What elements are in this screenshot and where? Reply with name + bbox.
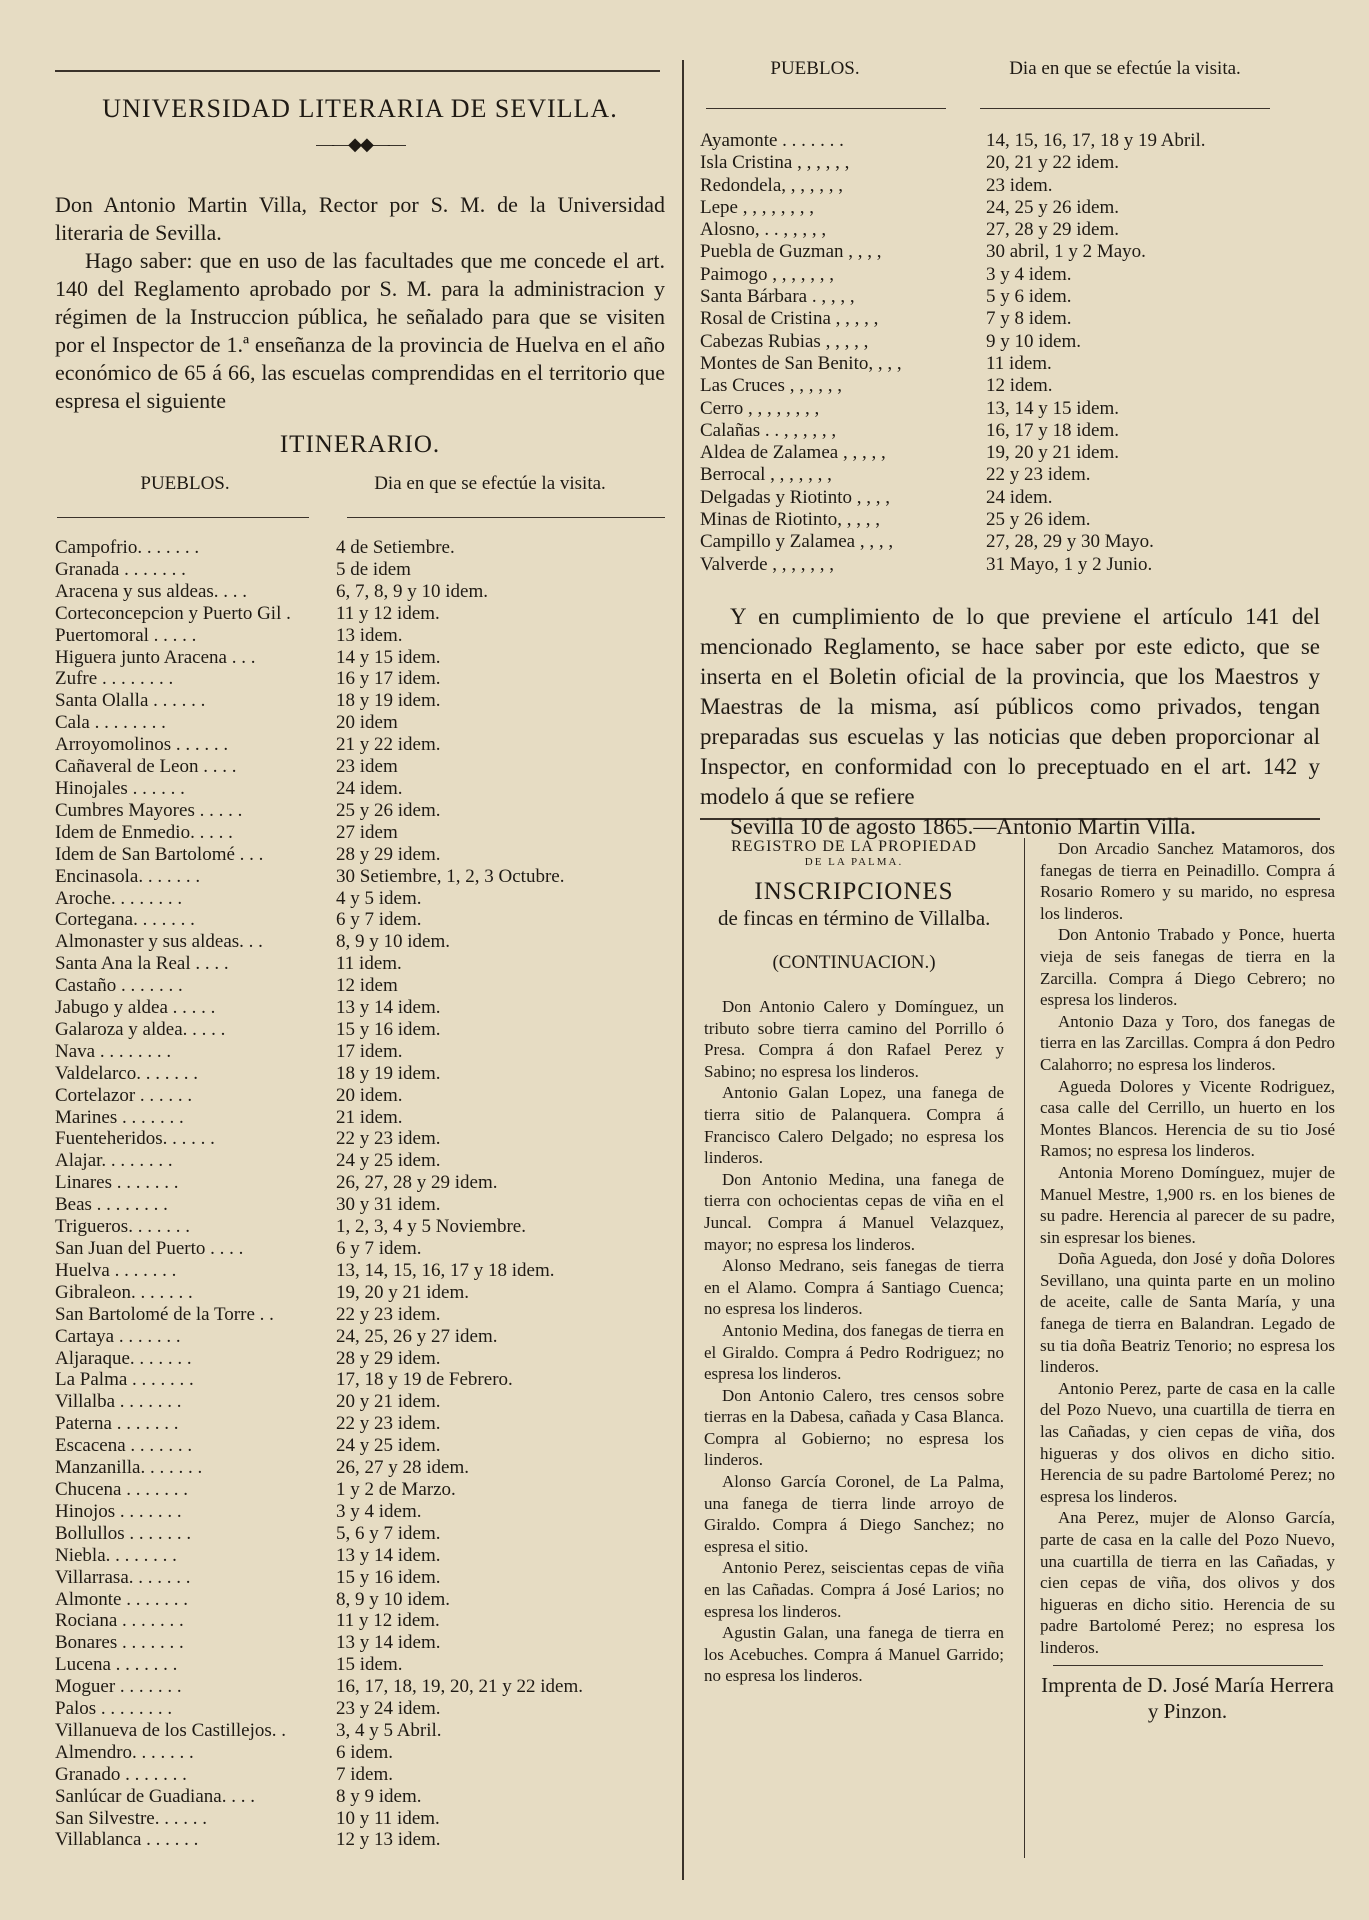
right-itinerary-table: [700, 130, 1206, 576]
town-name: Moguer . . . . . . .: [55, 1676, 182, 1698]
left-itinerary-table: [55, 537, 583, 1851]
itinerary-row: [55, 1238, 583, 1260]
visit-date: 26, 27, 28 y 29 idem.: [336, 1172, 498, 1194]
itinerary-row: [55, 822, 583, 844]
visit-date: 24 idem.: [986, 486, 1053, 508]
visit-date: 5 y 6 idem.: [986, 286, 1072, 308]
signature-line: Sevilla 10 de agosto 1865.—Antonio Martin Villa.: [730, 813, 1196, 839]
itinerary-row: [700, 398, 1206, 420]
visit-date: 27, 28, 29 y 30 Mayo.: [986, 531, 1154, 553]
continuacion-label: (CONTINUACION.): [772, 952, 936, 973]
itinerary-row: [55, 625, 583, 647]
itinerary-row: [55, 1501, 583, 1523]
visit-date: 13 y 14 idem.: [336, 997, 441, 1019]
itinerary-row: [55, 668, 583, 690]
itinerary-row: [700, 197, 1206, 219]
itinerary-row: [55, 537, 583, 559]
visit-date: 6 y 7 idem.: [336, 1238, 422, 1259]
registro-column-1: [704, 838, 1004, 1687]
town-name: Idem de Enmedio. . . . .: [55, 821, 233, 843]
town-name: Higuera junto Aracena . . .: [55, 646, 256, 668]
town-name: Almonte . . . . . . .: [55, 1588, 188, 1610]
town-name: Marines . . . . . . .: [55, 1106, 184, 1128]
itinerary-row: [55, 1282, 583, 1304]
visit-date: 11 y 12 idem.: [336, 1610, 440, 1632]
visit-date: 20, 21 y 22 idem.: [986, 152, 1119, 174]
visit-date: 15 idem.: [336, 1654, 403, 1676]
town-name: Aracena y sus aldeas. . . .: [55, 580, 248, 602]
visit-date: 9 y 10 idem.: [986, 330, 1081, 352]
itinerary-row: [700, 286, 1206, 308]
town-name: Las Cruces , , , , , ,: [700, 375, 842, 397]
itinerary-row: [55, 1808, 583, 1830]
visit-date: 7 idem.: [336, 1763, 393, 1785]
visit-date: 13 y 14 idem.: [336, 1632, 441, 1654]
town-name: Niebla. . . . . . . .: [55, 1544, 177, 1566]
town-name: Encinasola. . . . . . .: [55, 865, 201, 887]
visit-date: 13 idem.: [336, 624, 403, 646]
visit-date: 19, 20 y 21 idem.: [336, 1281, 469, 1303]
visit-date: 12 y 13 idem.: [336, 1829, 441, 1851]
ornament-rule: ——◆◆——: [316, 134, 404, 154]
registro-entry: Alonso García Coronel, de La Palma, una fanega de tierra linde arroyo de Giraldo. Compra á Diego Sanchez; no espresa el sitio.: [704, 1472, 1004, 1556]
town-name: Hinojos . . . . . . .: [55, 1500, 182, 1522]
itinerary-row: [55, 603, 583, 625]
itinerary-row: [55, 1216, 583, 1238]
itinerary-row: [55, 909, 583, 931]
itinerary-row: [55, 1172, 583, 1194]
town-name: Escacena . . . . . . .: [55, 1435, 193, 1457]
itinerary-row: [55, 1063, 583, 1085]
town-name: Calañas . . , , , , , ,: [700, 419, 837, 441]
town-name: Montes de San Benito, , , ,: [700, 352, 902, 374]
itinerary-row: [700, 420, 1206, 442]
itinerary-row: [55, 1567, 583, 1589]
visit-date: 15 y 16 idem.: [336, 1566, 441, 1588]
itinerary-row: [55, 1369, 583, 1391]
visit-date: 28 y 29 idem.: [336, 843, 441, 865]
town-name: Cortelazor . . . . . .: [55, 1084, 193, 1106]
visit-date: 26, 27 y 28 idem.: [336, 1457, 469, 1479]
itinerary-row: [700, 531, 1206, 553]
itinerary-row: [55, 1107, 583, 1129]
itinerary-row: [55, 1326, 583, 1348]
visit-date: 27, 28 y 29 idem.: [986, 219, 1119, 241]
town-name: Arroyomolinos . . . . . .: [55, 734, 229, 756]
visit-date: 30 y 31 idem.: [336, 1194, 441, 1216]
registro-entry: Don Antonio Trabado y Ponce, huerta vieja de seis fanegas de tierra en la Zarcilla. Compra á Diego Cebrero; no espresa los linderos.: [1040, 925, 1335, 1010]
visit-date: 18 y 19 idem.: [336, 1062, 441, 1084]
town-name: Paterna . . . . . . .: [55, 1413, 179, 1435]
visit-date: 14, 15, 16, 17, 18 y 19 Abril.: [986, 130, 1206, 151]
town-name: Cabezas Rubias , , , , ,: [700, 330, 869, 352]
visit-date: 24 y 25 idem.: [336, 1150, 441, 1172]
registro-entry: Don Antonio Calero, tres censos sobre tierras en la Dabesa, cañada y Casa Blanca. Compra al Gobierno; no espresa los linderos.: [704, 1385, 1004, 1470]
town-name: Almendro. . . . . . .: [55, 1741, 194, 1763]
itinerary-row: [55, 1610, 583, 1632]
visit-date: 17, 18 y 19 de Febrero.: [336, 1369, 513, 1391]
town-name: Almonaster y sus aldeas. . .: [55, 931, 263, 953]
registro-entry: Doña Agueda, don José y doña Dolores Sevillano, una quinta parte en un molino de aceite, calle de Santa María, y una fanega de tierra en Balandran. Legado de su tia doña Beatriz Tenorio; no espresa los linderos.: [1040, 1249, 1335, 1377]
itinerary-row: [55, 1085, 583, 1107]
itinerary-row: [700, 264, 1206, 286]
town-name: Palos . . . . . . . .: [55, 1698, 173, 1720]
itinerary-row: [55, 756, 583, 778]
registro-entry: Don Arcadio Sanchez Matamoros, dos fanegas de tierra en Peinadillo. Compra á Rosario Romero y su marido, no espresa los linderos.: [1040, 839, 1335, 923]
itinerary-row: [55, 1413, 583, 1435]
town-name: Berrocal , , , , , , ,: [700, 464, 832, 486]
visit-date: 1, 2, 3, 4 y 5 Noviembre.: [336, 1216, 526, 1238]
town-name: Cumbres Mayores . . . . .: [55, 799, 243, 821]
left-column-headers: [55, 473, 665, 495]
visit-date: 16, 17 y 18 idem.: [986, 419, 1119, 441]
visit-date: 14 y 15 idem.: [336, 646, 441, 668]
itinerary-row: [55, 559, 583, 581]
header-pueblos: PUEBLOS.: [140, 473, 230, 494]
visit-date: 20 idem.: [336, 1084, 403, 1106]
itinerary-row: [55, 888, 583, 910]
registro-entry: Don Antonio Calero y Domínguez, un tributo sobre tierra camino del Porrillo ó Presa. Compra á don Rafael Perez y Sabino; no espresa los linderos.: [704, 997, 1004, 1081]
town-name: Castaño . . . . . . .: [55, 975, 183, 997]
visit-date: 30 Setiembre, 1, 2, 3 Octubre.: [336, 865, 565, 887]
visit-date: 27 idem: [336, 821, 398, 843]
visit-date: 16 y 17 idem.: [336, 668, 441, 690]
itinerary-row: [700, 219, 1206, 241]
town-name: San Silvestre. . . . . .: [55, 1807, 207, 1829]
university-title: UNIVERSIDAD LITERARIA DE SEVILLA.: [102, 94, 618, 123]
town-name: Aljaraque. . . . . . .: [55, 1347, 192, 1369]
visit-date: 22 y 23 idem.: [336, 1413, 441, 1435]
visit-date: 3, 4 y 5 Abril.: [336, 1719, 442, 1741]
visit-date: 6 idem.: [336, 1741, 393, 1763]
visit-date: 10 y 11 idem.: [336, 1807, 440, 1829]
visit-date: 16, 17, 18, 19, 20, 21 y 22 idem.: [336, 1676, 583, 1698]
itinerary-row: [55, 1479, 583, 1501]
town-name: Granada . . . . . . .: [55, 558, 186, 580]
registro-subtitle: DE LA PALMA.: [804, 856, 904, 868]
visit-date: 3 y 4 idem.: [336, 1500, 422, 1522]
town-name: Beas . . . . . . . .: [55, 1194, 168, 1216]
town-name: Rociana . . . . . . .: [55, 1610, 184, 1632]
header-dia: Dia en que se efectúe la visita.: [374, 473, 606, 494]
itinerary-row: [55, 953, 583, 975]
registro-entry: Antonio Daza y Toro, dos fanegas de tierra en las Zarcillas. Compra á don Pedro Calahorro; no espresa los linderos.: [1040, 1011, 1335, 1074]
header-pueblos: PUEBLOS.: [770, 58, 860, 79]
town-name: Villalba . . . . . . .: [55, 1391, 182, 1413]
visit-date: 28 y 29 idem.: [336, 1347, 441, 1369]
visit-date: 15 y 16 idem.: [336, 1018, 441, 1040]
left-heading-rules: [55, 517, 665, 537]
town-name: Trigueros. . . . . . .: [55, 1216, 190, 1238]
town-name: Puebla de Guzman , , , ,: [700, 241, 882, 263]
visit-date: 13 y 14 idem.: [336, 1544, 441, 1566]
fincas-subheading: de fincas en término de Villalba.: [718, 906, 991, 930]
visit-date: 11 y 12 idem.: [336, 602, 440, 624]
visit-date: 24, 25, 26 y 27 idem.: [336, 1325, 498, 1347]
visit-date: 25 y 26 idem.: [336, 799, 441, 821]
town-name: Santa Bárbara . , , , ,: [700, 286, 855, 308]
visit-date: 20 idem: [336, 712, 398, 734]
visit-date: 30 abril, 1 y 2 Mayo.: [986, 241, 1146, 263]
town-name: Corteconcepcion y Puerto Gil .: [55, 602, 291, 624]
visit-date: 12 idem.: [986, 375, 1053, 397]
town-name: Aldea de Zalamea , , , , ,: [700, 442, 886, 464]
registro-entry: Agueda Dolores y Vicente Rodriguez, casa calle del Cerrillo, un huerto en los Montes Blancos. Herencia de su tio José Ramos; no espresa los linderos.: [1040, 1076, 1335, 1161]
itinerary-row: [55, 1654, 583, 1676]
itinerary-row: [55, 734, 583, 756]
column-divider: [682, 60, 684, 1880]
visit-date: 21 y 22 idem.: [336, 734, 441, 756]
visit-date: 1 y 2 de Marzo.: [336, 1478, 456, 1500]
itinerary-row: [55, 1632, 583, 1654]
itinerary-row: [55, 1150, 583, 1172]
itinerary-row: [55, 1194, 583, 1216]
itinerary-row: [55, 1041, 583, 1063]
left-column: [55, 64, 665, 1851]
visit-date: 12 idem: [336, 975, 398, 997]
visit-date: 8, 9 y 10 idem.: [336, 1588, 450, 1610]
town-name: Granado . . . . . . .: [55, 1763, 187, 1785]
town-name: Sanlúcar de Guadiana. . . .: [55, 1785, 255, 1807]
itinerary-row: [55, 1545, 583, 1567]
itinerary-row: [55, 1348, 583, 1370]
itinerary-row: [700, 175, 1206, 197]
itinerary-row: [700, 487, 1206, 509]
registro-divider: [1024, 838, 1025, 1858]
itinerary-row: [55, 1829, 583, 1851]
visit-date: 22 y 23 idem.: [336, 1303, 441, 1325]
town-name: Alajar. . . . . . . .: [55, 1150, 173, 1172]
visit-date: 11 idem.: [986, 352, 1052, 374]
itinerary-row: [700, 554, 1206, 576]
town-name: Huelva . . . . . . .: [55, 1259, 177, 1281]
town-name: La Palma . . . . . . .: [55, 1369, 194, 1391]
visit-date: 23 idem.: [986, 174, 1053, 196]
town-name: Cartaya . . . . . . .: [55, 1325, 181, 1347]
registro-entry: Ana Perez, mujer de Alonso García, parte de casa en la calle del Pozo Nuevo, una cuartilla de tierra en las Cañadas, y cien cepas de viña, dos olivos y dos higueras en dicho sitio. Herencia de su padre Bartolomé Perez; no espresa los linderos.: [1040, 1508, 1335, 1657]
itinerary-row: [55, 1304, 583, 1326]
visit-date: 23 y 24 idem.: [336, 1698, 441, 1720]
itinerary-row: [55, 1720, 583, 1742]
registro-column-2: [1040, 838, 1335, 1724]
town-name: Minas de Riotinto, , , , ,: [700, 509, 880, 531]
town-name: Bonares . . . . . . .: [55, 1632, 184, 1654]
rector-intro: Don Antonio Martin Villa, Rector por S. M. de la Universidad literaria de Sevilla.: [55, 192, 665, 245]
registro-entry: Antonio Perez, seiscientas cepas de viña en las Cañadas. Compra á José Larios; no espresa los linderos.: [704, 1558, 1004, 1621]
visit-date: 7 y 8 idem.: [986, 308, 1072, 330]
visit-date: 25 y 26 idem.: [986, 509, 1091, 531]
visit-date: 4 y 5 idem.: [336, 887, 422, 909]
itinerario-heading: ITINERARIO.: [279, 431, 441, 458]
itinerary-row: [700, 308, 1206, 330]
town-name: Delgadas y Riotinto , , , ,: [700, 486, 890, 508]
closing-paragraph: Y en cumplimiento de lo que previene el artículo 141 del mencionado Reglamento, se hace saber por este edicto, que se inserta en el Boletin oficial de la provincia, que los Maestros y Maestras de la misma, así públicos como privados, tengan preparadas sus escuelas y las noticias que deben proporcionar al Inspector, en conformidad con lo preceptuado en el art. 142 y modelo á que se refiere: [700, 603, 1320, 809]
hago-saber-paragraph: Hago saber: que en uso de las facultades que me concede el art. 140 del Reglamento aprobado por S. M. para la administracion y régimen de la Instruccion pública, he señalado para que se visiten por el Inspector de 1.ª enseñanza de la provincia de Huelva en el año económico de 65 á 66, las escuelas comprendidas en el territorio que espresa el siguiente: [55, 248, 665, 413]
itinerary-row: [700, 375, 1206, 397]
town-name: Ayamonte . . . . . . .: [700, 130, 844, 151]
itinerary-row: [55, 1128, 583, 1150]
visit-date: 13, 14 y 15 idem.: [986, 397, 1119, 419]
registro-entry: Antonio Galan Lopez, una fanega de tierra sitio de Palanquera. Compra á Francisco Calero Delgado; no espresa los linderos.: [704, 1083, 1004, 1168]
itinerary-row: [55, 975, 583, 997]
visit-date: 5 de idem: [336, 558, 411, 580]
itinerary-row: [55, 1676, 583, 1698]
town-name: Redondela, , , , , , ,: [700, 174, 844, 196]
itinerary-row: [55, 647, 583, 669]
itinerary-row: [55, 866, 583, 888]
registro-title: REGISTRO DE LA PROPIEDAD: [731, 838, 977, 855]
town-name: Lucena . . . . . . .: [55, 1654, 178, 1676]
visit-date: 23 idem: [336, 756, 398, 778]
visit-date: 22 y 23 idem.: [986, 464, 1091, 486]
visit-date: 8 y 9 idem.: [336, 1785, 422, 1807]
itinerary-row: [700, 152, 1206, 174]
registro-entry: Antonio Perez, parte de casa en la calle del Pozo Nuevo, una cuartilla de tierra en las Cañadas, y cien cepas de viña, dos higueras y dos olivos en dicho sitio. Herencia de su padre Bartolomé Perez; no espresa los linderos.: [1040, 1378, 1335, 1506]
town-name: Alosno, . . , , , , ,: [700, 219, 827, 241]
itinerary-row: [55, 1391, 583, 1413]
visit-date: 31 Mayo, 1 y 2 Junio.: [986, 553, 1153, 575]
town-name: Linares . . . . . . .: [55, 1172, 179, 1194]
itinerary-row: [55, 1523, 583, 1545]
town-name: Valverde , , , , , , ,: [700, 553, 835, 575]
imprenta-credit: Imprenta de D. José María Herrera y Pinzon.: [1041, 1672, 1334, 1723]
visit-date: 6, 7, 8, 9 y 10 idem.: [336, 580, 488, 602]
itinerary-row: [700, 442, 1206, 464]
town-name: Gibraleon. . . . . . .: [55, 1281, 193, 1303]
visit-date: 24 idem.: [336, 777, 403, 799]
town-name: San Bartolomé de la Torre . .: [55, 1303, 274, 1325]
itinerary-row: [55, 1260, 583, 1282]
registro-entry: Don Antonio Medina, una fanega de tierra con ochocientas cepas de viña en el Juncal. Compra á Manuel Velazquez, mayor; no espresa los linderos.: [704, 1169, 1004, 1254]
town-name: Lepe , , , , , , , ,: [700, 196, 814, 218]
itinerary-row: [55, 997, 583, 1019]
visit-date: 17 idem.: [336, 1040, 403, 1062]
town-name: Cala . . . . . . . .: [55, 712, 166, 734]
registro-entry: Antonio Medina, dos fanegas de tierra en el Giraldo. Compra á Pedro Rodriguez; no espresa los linderos.: [704, 1320, 1004, 1384]
town-name: Campofrio. . . . . . .: [55, 537, 200, 558]
visit-date: 6 y 7 idem.: [336, 909, 422, 931]
itinerary-row: [700, 241, 1206, 263]
header-dia: Dia en que se efectúe la visita.: [1009, 58, 1241, 79]
itinerary-row: [55, 581, 583, 603]
visit-date: 11 idem.: [336, 953, 402, 975]
town-name: Manzanilla. . . . . . .: [55, 1457, 203, 1479]
itinerary-row: [700, 464, 1206, 486]
itinerary-row: [55, 778, 583, 800]
visit-date: 4 de Setiembre.: [336, 537, 455, 558]
visit-date: 5, 6 y 7 idem.: [336, 1522, 441, 1544]
town-name: Galaroza y aldea. . . . .: [55, 1018, 226, 1040]
visit-date: 20 y 21 idem.: [336, 1391, 441, 1413]
registro-entry: Agustin Galan, una fanega de tierra en los Acebuches. Compra á Manuel Garrido; no espresa los linderos.: [704, 1623, 1004, 1686]
itinerary-row: [55, 1786, 583, 1808]
town-name: Rosal de Cristina , , , , ,: [700, 308, 879, 330]
itinerary-row: [700, 130, 1206, 152]
town-name: Bollullos . . . . . . .: [55, 1522, 192, 1544]
town-name: Nava . . . . . . . .: [55, 1040, 172, 1062]
town-name: Aroche. . . . . . . .: [55, 887, 183, 909]
itinerary-row: [55, 800, 583, 822]
visit-date: 22 y 23 idem.: [336, 1128, 441, 1150]
itinerary-row: [55, 1435, 583, 1457]
itinerary-row: [700, 331, 1206, 353]
town-name: Jabugo y aldea . . . . .: [55, 997, 216, 1019]
registro-entry: Alonso Medrano, seis fanegas de tierra en el Alamo. Compra á Santiago Cuenca; no espresa los linderos.: [704, 1256, 1004, 1319]
itinerary-row: [55, 690, 583, 712]
visit-date: 8, 9 y 10 idem.: [336, 931, 450, 953]
town-name: Puertomoral . . . . .: [55, 624, 197, 646]
itinerary-row: [55, 1457, 583, 1479]
town-name: Villarrasa. . . . . . .: [55, 1566, 191, 1588]
town-name: San Juan del Puerto . . . .: [55, 1238, 244, 1259]
itinerary-row: [700, 509, 1206, 531]
town-name: Isla Cristina , , , , , ,: [700, 152, 850, 174]
itinerary-row: [55, 1764, 583, 1786]
town-name: Villablanca . . . . . .: [55, 1829, 199, 1851]
imprenta-rule: [1053, 1665, 1323, 1666]
town-name: Hinojales . . . . . .: [55, 777, 185, 799]
visit-date: 18 y 19 idem.: [336, 690, 441, 712]
itinerary-row: [55, 844, 583, 866]
itinerary-row: [55, 1698, 583, 1720]
town-name: Cañaveral de Leon . . . .: [55, 756, 237, 778]
inscripciones-heading: INSCRIPCIONES: [754, 878, 954, 905]
visit-date: 21 idem.: [336, 1106, 403, 1128]
itinerary-row: [55, 1019, 583, 1041]
town-name: Cortegana. . . . . . .: [55, 909, 195, 931]
town-name: Campillo y Zalamea , , , ,: [700, 531, 894, 553]
town-name: Zufre . . . . . . . .: [55, 668, 174, 690]
itinerary-row: [55, 931, 583, 953]
right-column-headers: [700, 58, 1320, 80]
visit-date: 3 y 4 idem.: [986, 263, 1072, 285]
town-name: Santa Olalla . . . . . .: [55, 690, 206, 712]
visit-date: 24, 25 y 26 idem.: [986, 196, 1119, 218]
town-name: Cerro , , , , , , , ,: [700, 397, 820, 419]
town-name: Idem de San Bartolomé . . .: [55, 843, 264, 865]
visit-date: 13, 14, 15, 16, 17 y 18 idem.: [336, 1259, 555, 1281]
visit-date: 19, 20 y 21 idem.: [986, 442, 1119, 464]
right-column: [700, 58, 1320, 842]
town-name: Chucena . . . . . . .: [55, 1478, 188, 1500]
itinerary-row: [55, 712, 583, 734]
town-name: Villanueva de los Castillejos. .: [55, 1719, 287, 1741]
itinerary-row: [55, 1742, 583, 1764]
town-name: Santa Ana la Real . . . .: [55, 953, 229, 975]
town-name: Fuenteheridos. . . . . .: [55, 1128, 215, 1150]
town-name: Paimogo , , , , , , ,: [700, 263, 835, 285]
town-name: Valdelarco. . . . . . .: [55, 1062, 198, 1084]
visit-date: 24 y 25 idem.: [336, 1435, 441, 1457]
itinerary-row: [700, 353, 1206, 375]
itinerary-row: [55, 1589, 583, 1611]
registro-entry: Antonia Moreno Domínguez, mujer de Manuel Mestre, 1,900 rs. en los bienes de su padre. Herencia al parecer de su padre, sin espresar los bienes.: [1040, 1162, 1335, 1247]
